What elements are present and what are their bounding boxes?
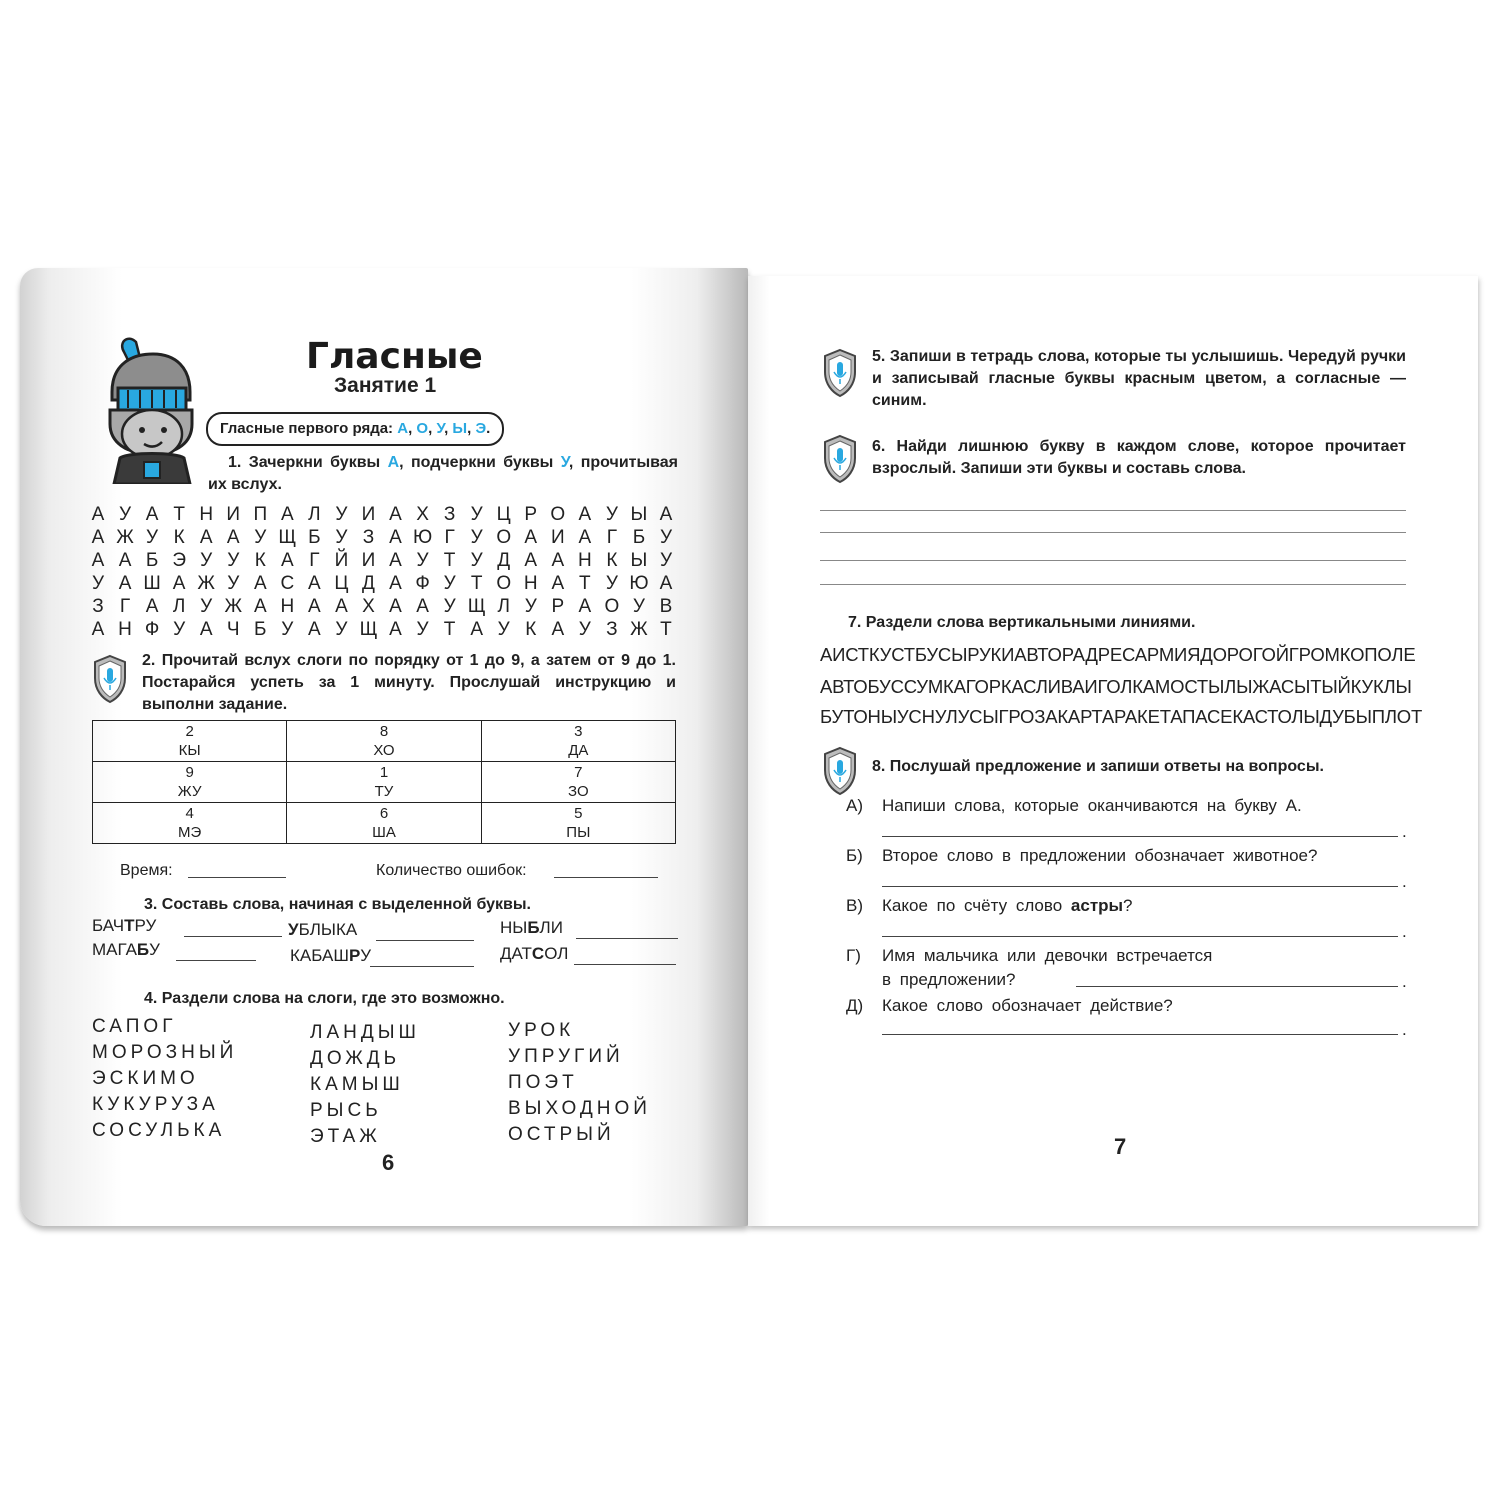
question-b-dot: . xyxy=(1402,872,1407,891)
word-part: НЫ xyxy=(500,918,528,937)
audio-shield-icon[interactable] xyxy=(822,348,858,398)
grid-letter[interactable]: Ц xyxy=(334,573,349,594)
grid-letter[interactable]: А xyxy=(91,550,105,571)
grid-letter[interactable]: Т xyxy=(173,504,185,525)
long-word-line: АВТОБУССУМКАГОРКАСЛИВАИГОЛКАМОСТЫЛЫЖАСЫТЫЙКУКЛЫ xyxy=(820,676,1412,697)
question-v-text xyxy=(882,896,1133,916)
task-1-part1: 1. Зачеркни буквы xyxy=(228,454,388,471)
grid-letter[interactable]: А xyxy=(551,573,565,594)
syllable-text: КЫ xyxy=(178,742,201,759)
syllable-number: 8 xyxy=(379,723,389,740)
grid-letter[interactable]: Х xyxy=(416,504,429,525)
grid-letter[interactable]: Т xyxy=(579,573,591,594)
grid-letter[interactable]: З xyxy=(92,596,104,617)
grid-letter[interactable]: А xyxy=(578,527,592,548)
page-number-left: 6 xyxy=(382,1150,395,1175)
syllable-word: ЭТАЖ xyxy=(310,1126,381,1147)
grid-letter[interactable]: У xyxy=(227,550,240,571)
syllable-number: 9 xyxy=(185,764,194,781)
syllable-words-col-1 xyxy=(92,1014,237,1144)
question-g-text-line2: в предложении? xyxy=(882,970,1016,989)
grid-letter[interactable]: А xyxy=(308,596,321,617)
grid-letter[interactable]: Н xyxy=(280,596,295,617)
grid-letter[interactable]: И xyxy=(361,504,376,525)
grid-letter[interactable]: Ш xyxy=(143,573,161,594)
grid-letter[interactable]: У xyxy=(200,596,213,617)
grid-letter[interactable]: Г xyxy=(606,527,618,548)
syllable-word: КУКУРУЗА xyxy=(92,1094,219,1115)
syllable-word: ВЫХОДНОЙ xyxy=(508,1098,651,1119)
syllable-cell xyxy=(481,762,675,803)
bubble-letter-o: О xyxy=(416,420,429,437)
grid-letter[interactable]: У xyxy=(335,527,348,548)
task-5-text: 5. Запиши в тетрадь слова, которые ты услышишь. Чередуй ручки и записывай гласные буквы красным цветом, а согласные — синим. xyxy=(872,348,1406,409)
grid-letter[interactable]: У xyxy=(470,504,483,525)
grid-letter[interactable]: Ю xyxy=(629,573,649,594)
grid-letter[interactable]: У xyxy=(659,527,673,548)
task-2-text: 2. Прочитай вслух слоги по порядку от 1 до 9, а затем от 9 до 1. Постарайся успеть за 1 минуту. Прослушай инструкцию и выполни задание. xyxy=(142,652,676,713)
question-g-letter: Г) xyxy=(846,946,861,965)
word-answer-line[interactable] xyxy=(176,960,256,961)
grid-letter[interactable]: А xyxy=(659,504,673,525)
word-answer-line[interactable] xyxy=(574,964,676,965)
task-1-part3: , прочитывая их вслух. xyxy=(208,454,679,493)
grid-letter[interactable]: А xyxy=(253,573,267,594)
syllable-cell xyxy=(481,803,675,844)
grid-letter[interactable]: А xyxy=(280,550,294,571)
grid-letter[interactable]: З xyxy=(362,527,375,548)
syllable-cell xyxy=(481,721,675,762)
highlighted-letter: Р xyxy=(348,946,361,965)
grid-letter[interactable]: Ж xyxy=(224,596,242,617)
syllable-word: ДОЖДЬ xyxy=(310,1048,401,1069)
question-g-answer-line[interactable] xyxy=(1076,986,1398,987)
scrambled-word xyxy=(92,940,160,960)
right-page xyxy=(748,276,1478,1226)
grid-letter[interactable]: У xyxy=(119,504,132,525)
question-v-bold-word: астры xyxy=(1070,896,1124,915)
word-answer-line[interactable] xyxy=(576,938,678,939)
grid-letter[interactable]: И xyxy=(226,504,241,525)
errors-answer-line[interactable] xyxy=(554,877,658,878)
syllable-words-col-2 xyxy=(310,1020,420,1150)
grid-letter[interactable]: А xyxy=(578,504,592,525)
task-1-text xyxy=(208,452,678,496)
syllable-text: ХО xyxy=(373,742,395,759)
syllable-word: ОСТРЫЙ xyxy=(508,1124,615,1145)
grid-letter[interactable]: У xyxy=(443,573,456,594)
grid-letter[interactable]: А xyxy=(118,573,132,594)
letter-grid-row xyxy=(88,596,676,619)
grid-letter[interactable]: А xyxy=(308,573,321,594)
question-b-text: Второе слово в предложении обозначает животное? xyxy=(882,846,1318,865)
grid-letter[interactable]: У xyxy=(416,550,429,571)
highlighted-letter: Б xyxy=(136,940,150,959)
word-part: БЛЫКА xyxy=(298,920,358,939)
grid-letter[interactable]: Ч xyxy=(226,619,240,640)
grid-letter[interactable]: А xyxy=(199,619,213,640)
syllable-text: ША xyxy=(372,824,396,841)
grid-letter[interactable]: Р xyxy=(551,596,565,617)
syllable-number: 5 xyxy=(574,805,583,822)
word-part: КАБАШ xyxy=(290,946,349,965)
scrambled-word xyxy=(500,944,568,964)
grid-letter[interactable]: Д xyxy=(497,550,511,571)
question-d-dot: . xyxy=(1402,1020,1407,1039)
syllable-word: КАМЫШ xyxy=(310,1074,404,1095)
grid-letter[interactable]: Т xyxy=(470,573,483,594)
grid-letter[interactable]: К xyxy=(606,550,618,571)
question-b-answer-line[interactable] xyxy=(882,886,1398,887)
syllable-cell xyxy=(93,721,287,762)
grid-letter[interactable]: П xyxy=(253,504,268,525)
grid-letter[interactable]: Х xyxy=(362,596,375,617)
highlighted-letter: Б xyxy=(527,918,540,937)
grid-letter[interactable]: Ю xyxy=(412,527,433,548)
grid-letter[interactable]: Щ xyxy=(359,619,378,640)
letter-grid-row xyxy=(88,504,676,527)
grid-letter[interactable]: Р xyxy=(524,504,538,525)
grid-letter[interactable]: Л xyxy=(172,596,186,617)
syllable-word: МОРОЗНЫЙ xyxy=(92,1042,238,1063)
long-word-line: АИСТКУСТБУСЫРУКИАВТОРАДРЕСАРМИЯДОРОГОЙГРОМКОПОЛЕ xyxy=(820,644,1416,665)
task-1-letter-u: У xyxy=(560,454,569,471)
highlighted-letter: Т xyxy=(124,916,135,935)
bubble-letter-e: Э xyxy=(475,420,487,437)
task-7-text: 7. Раздели слова вертикальными линиями. xyxy=(848,614,1196,631)
lesson-subtitle: Занятие 1 xyxy=(334,374,437,397)
syllable-cell xyxy=(287,762,481,803)
grid-letter[interactable]: У xyxy=(605,504,618,525)
syllable-cell xyxy=(93,803,287,844)
grid-letter[interactable]: А xyxy=(145,504,159,525)
task-1-part2: , подчеркни буквы xyxy=(399,454,561,471)
grid-letter[interactable]: Ж xyxy=(197,573,215,594)
grid-letter[interactable]: У xyxy=(659,550,673,571)
grid-letter[interactable]: Ы xyxy=(630,550,648,571)
grid-letter[interactable]: А xyxy=(389,573,402,594)
bubble-prefix: Гласные первого ряда: xyxy=(220,420,398,437)
grid-letter[interactable]: У xyxy=(578,619,591,640)
grid-letter[interactable]: У xyxy=(470,550,483,571)
task-4-text: 4. Раздели слова на слоги, где это возможно. xyxy=(144,990,505,1007)
word-part: МАГА xyxy=(92,940,137,959)
grid-letter[interactable]: А xyxy=(389,504,402,525)
syllable-word: СОСУЛЬКА xyxy=(92,1120,226,1141)
grid-letter[interactable]: Н xyxy=(199,504,214,525)
grid-letter[interactable]: А xyxy=(389,619,402,640)
word-answer-line[interactable] xyxy=(376,940,474,941)
question-g-text: Имя мальчика или девочки встречается xyxy=(882,946,1213,965)
word-part: У xyxy=(360,946,372,965)
grid-letter[interactable]: Л xyxy=(308,504,321,525)
grid-letter[interactable]: У xyxy=(335,619,348,640)
grid-letter[interactable]: Г xyxy=(444,527,455,548)
syllable-number: 2 xyxy=(185,723,194,740)
syllable-number: 3 xyxy=(574,723,583,740)
syllable-cell xyxy=(287,803,481,844)
question-v-tail: ? xyxy=(1123,896,1133,915)
syllable-row xyxy=(93,721,676,762)
question-g-dot: . xyxy=(1402,972,1407,991)
answer-line[interactable] xyxy=(820,584,1406,585)
question-v-dot: . xyxy=(1402,922,1407,941)
grid-letter[interactable]: Ц xyxy=(496,504,511,525)
scrambled-word xyxy=(290,946,371,966)
grid-letter[interactable]: Э xyxy=(172,550,186,571)
grid-letter[interactable]: А xyxy=(118,550,132,571)
grid-letter[interactable]: А xyxy=(308,619,321,640)
audio-shield-icon[interactable] xyxy=(92,654,128,704)
grid-letter[interactable]: Ж xyxy=(116,527,134,548)
task-6-text: 6. Найди лишнюю букву в каждом слове, которое прочитает взрослый. Запиши эти буквы и составь слова. xyxy=(872,438,1406,477)
word-part: ОЛ xyxy=(544,944,569,963)
answer-line[interactable] xyxy=(820,560,1406,561)
grid-letter[interactable]: В xyxy=(659,596,673,617)
word-answer-line[interactable] xyxy=(184,936,282,937)
grid-letter[interactable]: Т xyxy=(660,619,672,640)
long-word-line: БУТОНЫУСНУЛУСЫГРОЗАКАРТАРАКЕТАПАСЕКАСТОЛЫДУБЫПЛОТ xyxy=(820,706,1423,727)
syllable-text: ДА xyxy=(568,742,589,759)
syllable-number: 6 xyxy=(379,805,389,822)
grid-letter[interactable]: У xyxy=(605,573,618,594)
grid-letter[interactable]: К xyxy=(173,527,185,548)
grid-letter[interactable]: У xyxy=(173,619,186,640)
grid-letter[interactable]: У xyxy=(281,619,294,640)
grid-letter[interactable]: И xyxy=(361,550,376,571)
word-answer-line[interactable] xyxy=(370,966,474,967)
grid-letter[interactable]: У xyxy=(227,573,240,594)
grid-letter[interactable]: Щ xyxy=(467,596,486,617)
syllable-number: 7 xyxy=(574,764,583,781)
grid-letter[interactable]: А xyxy=(253,596,267,617)
question-a-letter: А) xyxy=(846,796,863,815)
knight-mascot-icon xyxy=(98,334,208,484)
question-d-answer-line[interactable] xyxy=(882,1034,1398,1035)
question-a-answer-line[interactable] xyxy=(882,836,1398,837)
grid-letter[interactable]: У xyxy=(470,527,483,548)
grid-letter[interactable]: А xyxy=(389,596,402,617)
grid-letter[interactable]: К xyxy=(254,550,266,571)
question-d-letter: Д) xyxy=(846,996,864,1015)
grid-letter[interactable]: Б xyxy=(254,619,267,640)
syllable-table xyxy=(92,720,676,844)
word-part: РУ xyxy=(134,916,157,935)
task-1-letter-a: А xyxy=(387,454,400,471)
vowels-speech-bubble: Гласные первого ряда: А, О, У, Ы, Э. xyxy=(206,412,504,446)
grid-letter[interactable]: Н xyxy=(523,573,538,594)
letter-grid-row xyxy=(88,527,676,550)
question-v-main: Какое по счёту слово xyxy=(882,896,1071,915)
audio-shield-icon[interactable] xyxy=(822,434,858,484)
syllable-number: 4 xyxy=(185,805,194,822)
grid-letter[interactable]: А xyxy=(416,596,429,617)
grid-letter[interactable]: Ф xyxy=(144,619,160,640)
left-page xyxy=(20,268,748,1226)
syllable-word: УРОК xyxy=(508,1020,575,1041)
grid-letter[interactable]: К xyxy=(525,619,537,640)
time-answer-line[interactable] xyxy=(188,877,286,878)
grid-letter[interactable]: Н xyxy=(118,619,132,640)
grid-letter[interactable]: А xyxy=(524,550,538,571)
letter-grid xyxy=(88,504,676,642)
highlighted-letter: С xyxy=(531,944,545,963)
grid-letter[interactable]: А xyxy=(91,504,105,525)
bubble-letter-y: Ы xyxy=(452,420,468,437)
syllable-word: УПРУГИЙ xyxy=(508,1046,624,1067)
syllable-cell xyxy=(93,762,287,803)
grid-letter[interactable]: Б xyxy=(308,527,321,548)
grid-letter[interactable]: Б xyxy=(632,527,646,548)
grid-letter[interactable]: У xyxy=(416,619,429,640)
syllable-word: РЫСЬ xyxy=(310,1100,382,1121)
grid-letter[interactable]: У xyxy=(443,596,456,617)
grid-letter[interactable]: А xyxy=(199,527,213,548)
syllable-text: ТУ xyxy=(374,783,394,800)
grid-letter[interactable]: О xyxy=(496,527,512,548)
grid-letter[interactable]: Л xyxy=(497,596,510,617)
grid-letter[interactable]: Ы xyxy=(630,504,648,525)
letter-grid-row xyxy=(88,550,676,573)
letter-grid-row xyxy=(88,619,676,642)
grid-letter[interactable]: Ф xyxy=(415,573,430,594)
grid-letter[interactable]: О xyxy=(550,504,566,525)
grid-letter[interactable]: З xyxy=(606,619,618,640)
syllable-cell xyxy=(287,721,481,762)
question-a-dot: . xyxy=(1402,822,1407,841)
grid-letter[interactable]: У xyxy=(524,596,537,617)
question-b-letter: Б) xyxy=(846,846,863,865)
syllable-text: МЭ xyxy=(178,824,202,841)
grid-letter[interactable]: А xyxy=(335,596,348,617)
syllable-word: ЛАНДЫШ xyxy=(310,1022,420,1043)
grid-letter[interactable]: А xyxy=(551,619,565,640)
grid-letter[interactable]: И xyxy=(550,527,565,548)
highlighted-letter: У xyxy=(288,920,299,939)
grid-letter[interactable]: У xyxy=(497,619,510,640)
grid-letter[interactable]: Б xyxy=(145,550,159,571)
word-part: БАЧ xyxy=(92,916,125,935)
grid-letter[interactable]: Ж xyxy=(630,619,648,640)
grid-letter[interactable]: У xyxy=(254,527,267,548)
syllable-text: ПЫ xyxy=(566,824,591,841)
word-part: ДАТ xyxy=(500,944,532,963)
syllable-word: ЭСКИМО xyxy=(92,1068,199,1089)
grid-letter[interactable]: А xyxy=(145,596,159,617)
grid-letter[interactable]: А xyxy=(470,619,483,640)
grid-letter[interactable]: А xyxy=(389,550,402,571)
grid-letter[interactable]: О xyxy=(496,573,512,594)
grid-letter[interactable]: Д xyxy=(362,573,375,594)
question-v-answer-line[interactable] xyxy=(882,936,1398,937)
grid-letter[interactable]: А xyxy=(172,573,186,594)
syllable-text: ЖУ xyxy=(177,783,202,800)
page-title: Гласные xyxy=(306,336,483,377)
question-a-text: Напиши слова, которые оканчиваются на букву А. xyxy=(882,796,1302,815)
bubble-letter-u: У xyxy=(436,420,445,437)
grid-letter[interactable]: У xyxy=(335,504,348,525)
question-v-letter: В) xyxy=(846,896,863,915)
grid-letter[interactable]: У xyxy=(200,550,213,571)
grid-letter[interactable]: А xyxy=(280,504,294,525)
grid-letter[interactable]: А xyxy=(524,527,538,548)
letter-grid-row xyxy=(88,573,676,596)
task-8-text: 8. Послушай предложение и запиши ответы на вопросы. xyxy=(872,758,1324,775)
grid-letter[interactable]: Г xyxy=(119,596,131,617)
grid-letter[interactable]: А xyxy=(91,527,105,548)
syllable-words-col-3 xyxy=(508,1018,651,1148)
syllable-row xyxy=(93,762,676,803)
question-d-text: Какое слово обозначает действие? xyxy=(882,996,1173,1015)
scrambled-word xyxy=(500,918,563,938)
time-label: Время: xyxy=(120,862,173,879)
scrambled-word xyxy=(92,916,156,936)
grid-letter[interactable]: А xyxy=(551,550,565,571)
grid-letter[interactable]: О xyxy=(604,596,620,617)
task-3-text: 3. Составь слова, начиная с выделенной буквы. xyxy=(144,896,531,913)
grid-letter[interactable]: Й xyxy=(334,550,349,571)
grid-letter[interactable]: А xyxy=(659,573,673,594)
grid-letter[interactable]: Т xyxy=(443,619,456,640)
syllable-word: САПОГ xyxy=(92,1016,177,1037)
errors-label: Количество ошибок: xyxy=(376,862,527,879)
grid-letter[interactable]: А xyxy=(91,619,105,640)
page-number-right: 7 xyxy=(1114,1134,1127,1159)
syllable-number: 1 xyxy=(379,764,389,781)
word-part: У xyxy=(149,940,160,959)
grid-letter[interactable]: Н xyxy=(577,550,592,571)
grid-letter[interactable]: А xyxy=(389,527,402,548)
answer-line[interactable] xyxy=(820,510,1406,511)
grid-letter[interactable]: Т xyxy=(443,550,456,571)
syllable-word: ПОЭТ xyxy=(508,1072,578,1093)
audio-shield-icon[interactable] xyxy=(822,746,858,796)
bubble-letter-a: А xyxy=(397,420,409,437)
grid-letter[interactable]: А xyxy=(578,596,592,617)
syllable-text: ЗО xyxy=(568,783,589,800)
grid-letter[interactable]: А xyxy=(226,527,240,548)
grid-letter[interactable]: Г xyxy=(309,550,320,571)
grid-letter[interactable]: У xyxy=(632,596,645,617)
scrambled-word xyxy=(288,920,357,940)
grid-letter[interactable]: У xyxy=(146,527,159,548)
grid-letter[interactable]: Щ xyxy=(278,527,297,548)
answer-line[interactable] xyxy=(820,532,1406,533)
syllable-row xyxy=(93,803,676,844)
word-part: ЛИ xyxy=(539,918,563,937)
grid-letter[interactable]: У xyxy=(91,573,105,594)
grid-letter[interactable]: З xyxy=(443,504,456,525)
grid-letter[interactable]: С xyxy=(280,573,295,594)
